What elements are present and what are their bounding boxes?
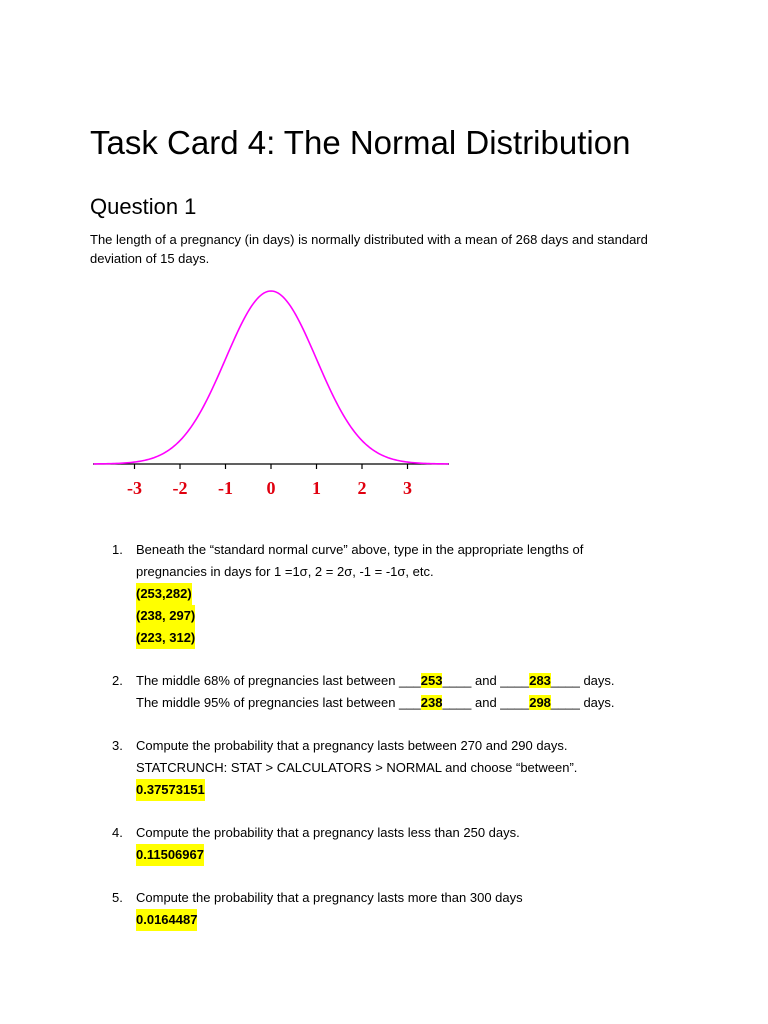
answer-highlight: 0.11506967 <box>136 844 204 866</box>
item-number: 2. <box>112 673 123 688</box>
item-number: 3. <box>112 738 123 753</box>
normal-curve-svg <box>88 280 458 505</box>
answer-highlight: 238 <box>420 695 443 710</box>
item-text-line: Compute the probability that a pregnancy lasts less than 250 days. <box>136 825 520 840</box>
item-text-line: The middle 95% of pregnancies last between ___238____ and ____298____ days. <box>136 695 615 710</box>
axis-tick-label: -2 <box>172 478 188 498</box>
item-text-line: Beneath the “standard normal curve” above, type in the appropriate lengths of <box>136 542 584 557</box>
answer-highlight: 0.37573151 <box>136 779 205 801</box>
item-number: 4. <box>112 825 123 840</box>
axis-tick-label: -1 <box>218 478 233 498</box>
answer-highlight: 298 <box>529 695 551 710</box>
item-number: 1. <box>112 542 123 557</box>
page-title: Task Card 4: The Normal Distribution <box>90 124 631 161</box>
answer-highlight: 253 <box>420 673 443 688</box>
axis-tick-label: 3 <box>403 478 412 498</box>
item-text-line: pregnancies in days for 1 =1σ, 2 = 2σ, -1 = -1σ, etc. <box>136 564 434 579</box>
bell-curve <box>94 291 449 464</box>
normal-curve-figure <box>88 280 458 505</box>
answer-highlight: (223, 312) <box>136 627 195 649</box>
axis-tick-label: 1 <box>312 478 321 498</box>
item-text-line: Compute the probability that a pregnancy lasts more than 300 days <box>136 890 523 905</box>
axis-tick-label: 2 <box>357 478 367 498</box>
item-number: 5. <box>112 890 123 905</box>
item-text-line: STATCRUNCH: STAT > CALCULATORS > NORMAL and choose “between”. <box>136 760 578 775</box>
axis-tick-label: -3 <box>127 478 142 498</box>
answer-highlight: (253,282) <box>136 583 192 605</box>
answer-highlight: (238, 297) <box>136 605 195 627</box>
axis-ticks <box>135 464 408 469</box>
axis-tick-label: 0 <box>266 478 276 498</box>
intro-paragraph: The length of a pregnancy (in days) is normally distributed with a mean of 268 days and standard deviation of 15 days. <box>90 232 648 266</box>
item-text-line: Compute the probability that a pregnancy lasts between 270 and 290 days. <box>136 738 568 753</box>
item-text-line: The middle 68% of pregnancies last between ___253____ and ____283____ days. <box>136 673 615 688</box>
answer-highlight: 283 <box>529 673 551 688</box>
axis-tick-labels <box>127 478 412 498</box>
answer-highlight: 0.0164487 <box>136 909 197 931</box>
question-heading: Question 1 <box>90 194 197 219</box>
